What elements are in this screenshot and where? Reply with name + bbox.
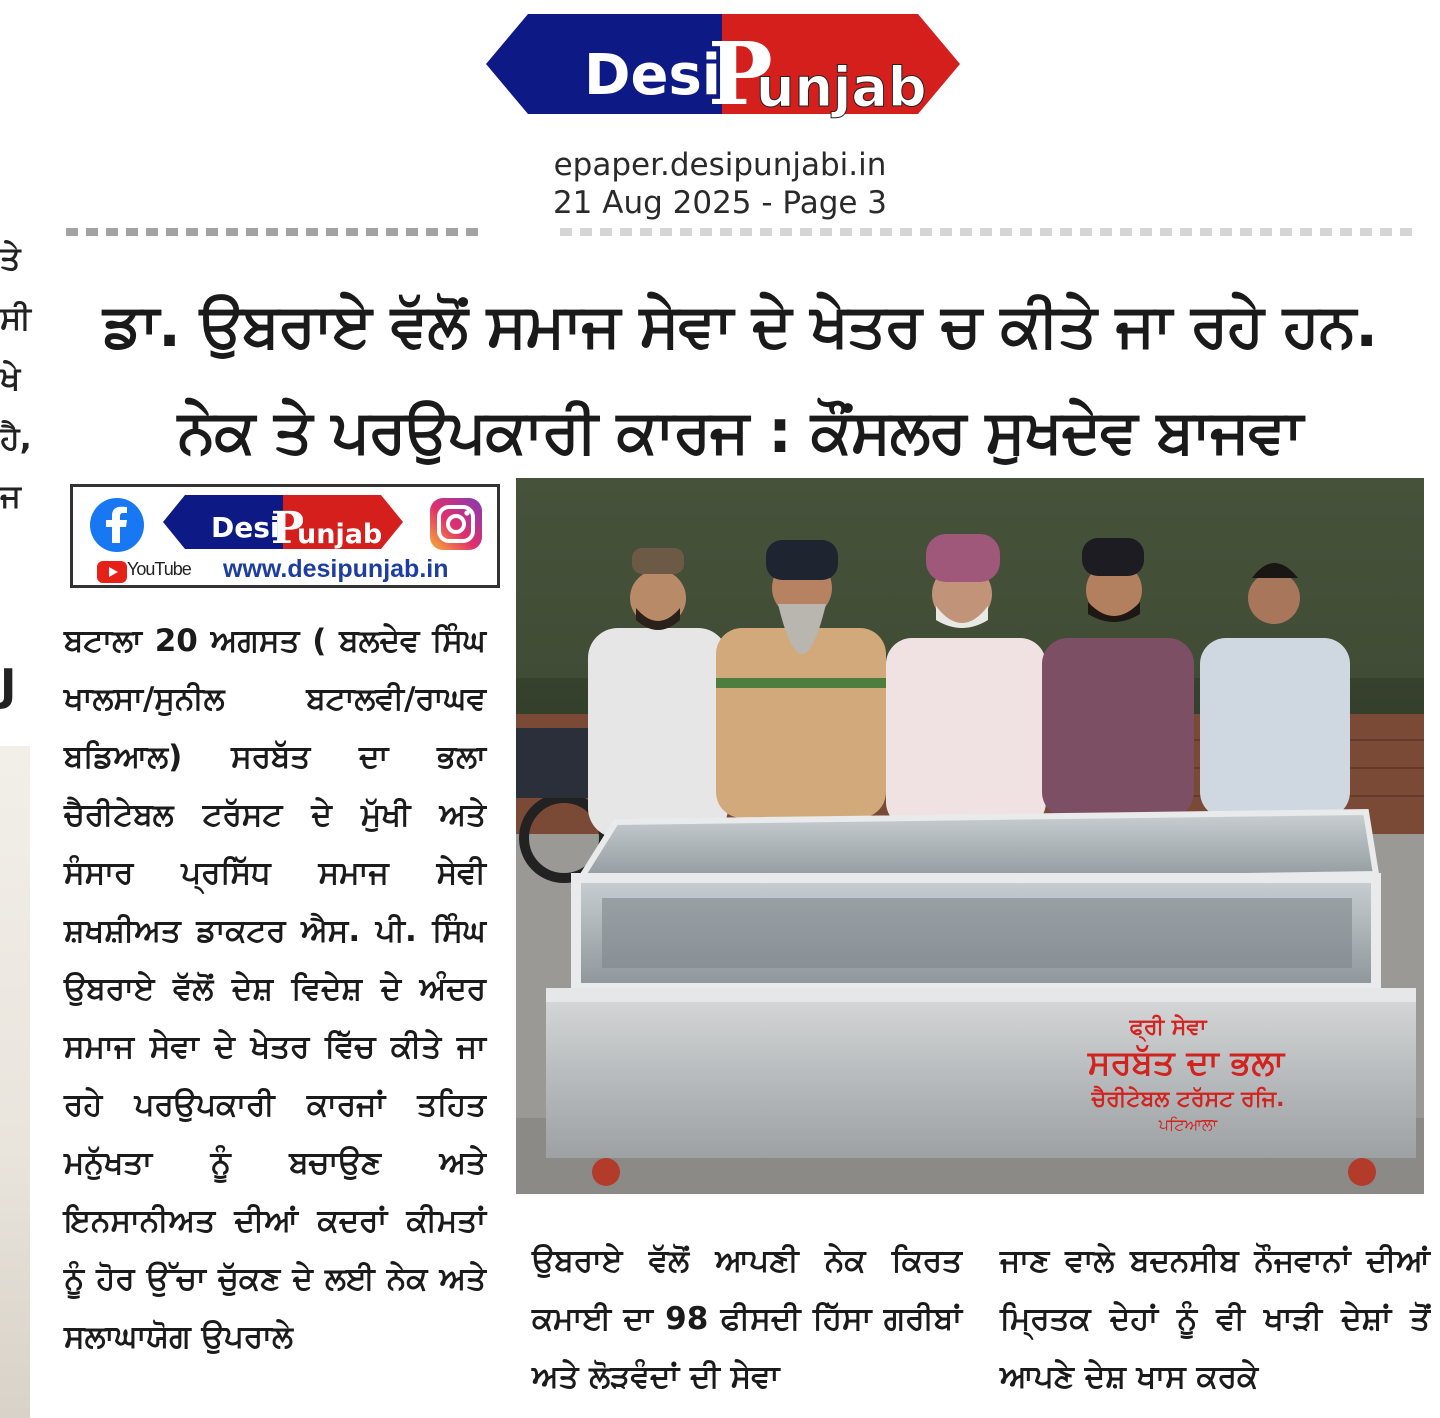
freezer-label-1: ਫ੍ਰੀ ਸੇਵਾ [1129, 1015, 1207, 1040]
site-url: epaper.desipunjabi.in [553, 147, 887, 183]
site-info [0, 146, 1440, 222]
social-banner [70, 484, 500, 588]
youtube-icon [97, 561, 127, 583]
logo-word-desi: Desi [584, 43, 721, 108]
svg-text:P: P [271, 503, 305, 551]
edge-text: J [0, 660, 17, 711]
freezer-label-3: ਚੈਰੀਟੇਬਲ ਟਰੱਸਟ ਰਜਿ. [1091, 1087, 1285, 1112]
freezer-label-4: ਪਟਿਆਲਾ [1158, 1115, 1218, 1134]
freezer-box [546, 812, 1416, 1186]
cut-text-strip [66, 228, 486, 236]
cut-text-strip [560, 228, 1420, 236]
instagram-icon [429, 497, 483, 551]
article-left-column: ਬਟਾਲਾ 20 ਅਗਸਤ ( ਬਲਦੇਵ ਸਿੰਘ ਖਾਲਸਾ/ਸੁਨੀਲ ਬਟਾਲਵੀ/ਰਾਘਵ ਬਡਿਆਲ) ਸਰਬੱਤ ਦਾ ਭਲਾ ਚੈਰੀਟੇਬਲ ਟਰੱਸਟ ਦੇ ਮੁੱਖੀ ਅਤੇ ਸੰਸਾਰ ਪ੍ਰਸਿੱਧ ਸਮਾਜ ਸੇਵੀ ਸ਼ਖਸ਼ੀਅਤ ਡਾਕਟਰ ਐਸ. ਪੀ. ਸਿੰਘ ਉਬਰਾਏ ਵੱਲੋਂ ਦੇਸ਼ ਵਿਦੇਸ਼ ਦੇ ਅੰਦਰ ਸਮਾਜ ਸੇਵਾ ਦੇ ਖੇਤਰ ਵਿੱਚ ਕੀਤੇ ਜਾ ਰਹੇ ਪਰਉਪਕਾਰੀ ਕਾਰਜਾਂ ਤਹਿਤ ਮਨੁੱਖਤਾ ਨੂੰ ਬਚਾਉਣ ਅਤੇ ਇਨਸਾਨੀਅਤ ਦੀਆਂ ਕਦਰਾਂ ਕੀਮਤਾਂ ਨੂੰ ਹੋਰ ਉੱਚਾ ਚੁੱਕਣ ਦੇ ਲਈ ਨੇਕ ਅਤੇ ਸਲਾਘਾਯੋਗ ਉਪਰਾਲੇ [64, 623, 486, 1355]
logo-initial: P [708, 24, 773, 120]
headline-line-1: ਡਾ. ਉਬਰਾਏ ਵੱਲੋਂ ਸਮਾਜ ਸੇਵਾ ਦੇ ਖੇਤਰ ਚ ਕੀਤੇ ਜਾ ਰਹੇ ਹਨ. [102, 291, 1378, 361]
edge-text: ਸੀ [0, 299, 31, 337]
article-photo [516, 478, 1424, 1194]
article-right-column: ਜਾਣ ਵਾਲੇ ਬਦਨਸੀਬ ਨੌਜਵਾਨਾਂ ਦੀਆਂ ਮ੍ਰਿਤਕ ਦੇਹਾਂ ਨੂੰ ਵੀ ਖਾੜੀ ਦੇਸ਼ਾਂ ਤੋਂ ਆਪਣੇ ਦੇਸ਼ ਖਾਸ ਕਰਕੇ [1000, 1243, 1430, 1395]
youtube-label: YouTube [127, 559, 191, 579]
banner-logo [163, 493, 403, 551]
banner-url: www.desipunjab.in [223, 555, 449, 583]
edge-text: ਜ [0, 477, 21, 515]
facebook-icon [89, 497, 145, 553]
edge-text: ਤੇ [0, 239, 21, 277]
svg-text:Desi: Desi [211, 511, 280, 544]
masthead-logo [486, 8, 960, 120]
headline-line-2: ਨੇਕ ਤੇ ਪਰਉਪਕਾਰੀ ਕਾਰਜ : ਕੌਂਸਲਰ ਸੁਖਦੇਵ ਬਾਜਵਾ [177, 397, 1303, 467]
clipped-photo [0, 746, 30, 1418]
freezer-label-2: ਸਰਬੱਤ ਦਾ ਭਲਾ [1087, 1043, 1285, 1083]
edge-text: ਹੈ, [0, 419, 32, 457]
article-middle-column: ਉਬਰਾਏ ਵੱਲੋਂ ਆਪਣੀ ਨੇਕ ਕਿਰਤ ਕਮਾਈ ਦਾ 98 ਫੀਸਦੀ ਹਿੱਸਾ ਗਰੀਬਾਂ ਅਤੇ ਲੋੜਵੰਦਾਂ ਦੀ ਸੇਵਾ [532, 1243, 962, 1395]
svg-text:unjab: unjab [297, 519, 383, 550]
logo-word-unjab: unjab [756, 56, 927, 119]
edge-text: ਖੇ [0, 359, 21, 397]
site-date-page: 21 Aug 2025 - Page 3 [552, 185, 888, 221]
